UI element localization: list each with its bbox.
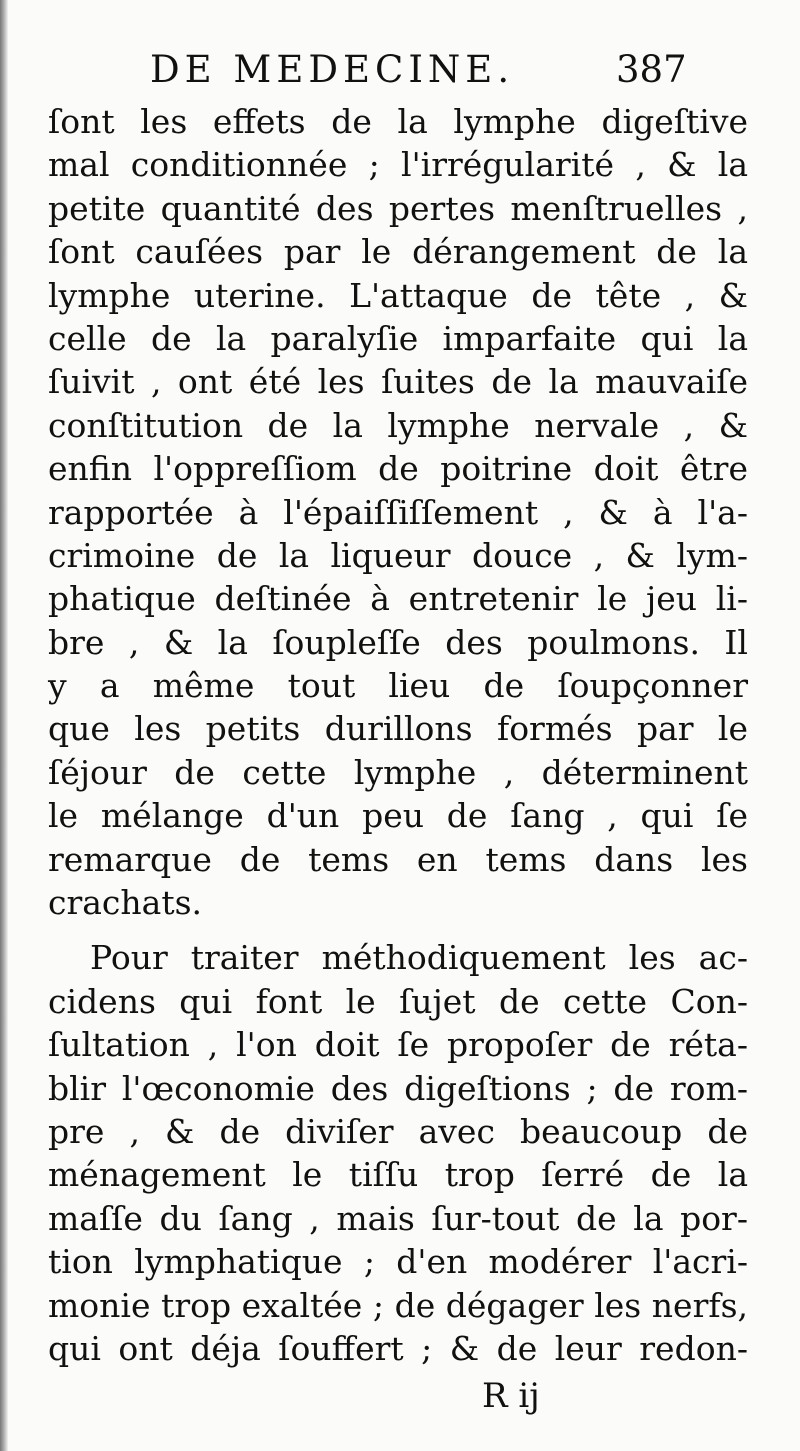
text-line: ſultation , l'on doit ſe propoſer de réta- <box>48 1025 748 1065</box>
text-line: pre , & de diviſer avec beaucoup de <box>48 1111 748 1151</box>
signature-mark: R ij <box>482 1376 540 1416</box>
text-line: Pour traiter méthodiquement les ac- <box>90 938 748 978</box>
page-number: 387 <box>616 48 687 91</box>
text-line: ménagement le tiſſu trop ſerré de la <box>48 1155 748 1195</box>
text-line: ſuivit , ont été les ſuites de la mauvaiſe <box>48 362 748 402</box>
body-text <box>48 100 748 1370</box>
text-line: lymphe uterine. L'attaque de tête , & <box>48 275 748 315</box>
text-line: enfin l'oppreſſiom de poitrine doit être <box>48 449 748 489</box>
text-line: mal conditionnée ; l'irrégularité , & la <box>48 145 748 185</box>
text-line: blir l'œconomie des digeſtions ; de rom- <box>48 1068 748 1108</box>
paragraph-gap <box>48 924 748 936</box>
text-line: le mélange d'un peu de ſang , qui ſe <box>48 796 748 836</box>
text-line: ſont cauſées par le dérangement de la <box>48 232 748 272</box>
text-line: qui ont déja ſouffert ; & de leur redon- <box>48 1328 748 1368</box>
running-head: DE MEDECINE. <box>150 48 515 91</box>
text-line: ſont les effets de la lymphe digeſtive <box>48 102 748 141</box>
text-line: bre , & la ſoupleſſe des poulmons. Il <box>48 622 748 662</box>
text-line: conſtitution de la lymphe nervale , & <box>48 405 748 445</box>
text-line: cidens qui font le ſujet de cette Con- <box>48 981 748 1021</box>
text-line: tion lymphatique ; d'en modérer l'acri- <box>48 1242 748 1282</box>
text-line: monie trop exaltée ; de dégager les nerfs, <box>48 1285 748 1325</box>
page-edge-shadow <box>0 0 8 1451</box>
text-line: phatique deſtinée à entretenir le jeu li- <box>48 579 748 619</box>
text-line: y a même tout lieu de ſoupçonner <box>48 666 748 706</box>
text-line: remarque de tems en tems dans les <box>48 839 748 879</box>
page-header <box>0 48 800 98</box>
text-line: que les petits durillons formés par le <box>48 709 748 749</box>
text-line: rapportée à l'épaiſſiſſement , & à l'a- <box>48 492 748 532</box>
text-line: maſſe du ſang , mais ſur-tout de la por- <box>48 1198 748 1238</box>
text-line: crimoine de la liqueur douce , & lym- <box>48 535 748 575</box>
text-line: petite quantité des pertes menſtruelles , <box>48 188 748 228</box>
text-line: ſéjour de cette lymphe , déterminent <box>48 752 748 792</box>
text-line: celle de la paralyſie imparfaite qui la <box>48 318 748 358</box>
text-line: crachats. <box>48 883 203 923</box>
